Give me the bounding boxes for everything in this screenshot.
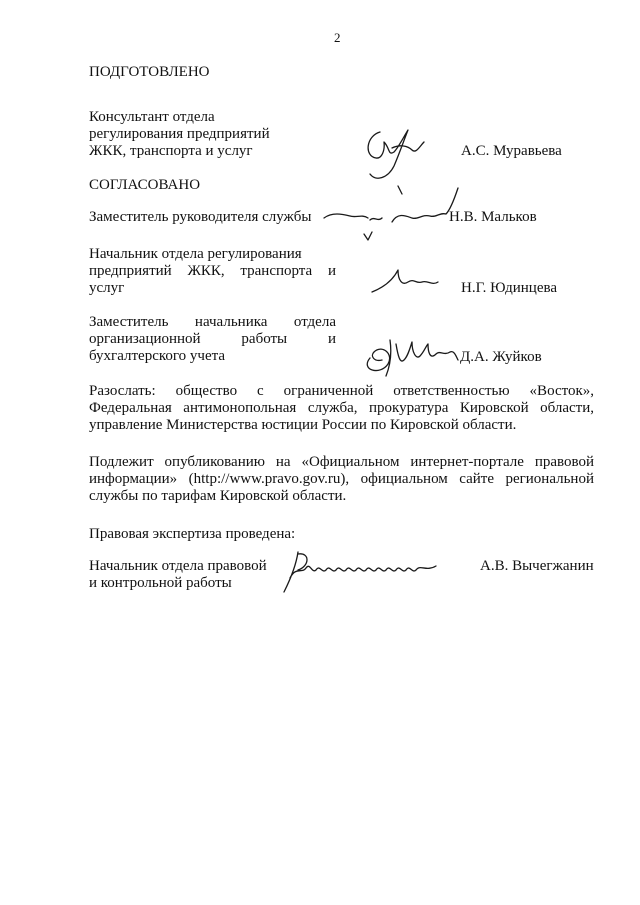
signatory-1-position: Заместитель руководителя службы xyxy=(89,209,312,225)
signature-zhuikov xyxy=(360,330,460,380)
word: организационной xyxy=(89,331,201,347)
signatory-1-name: Н.В. Мальков xyxy=(449,209,537,225)
prepared-name: А.С. Муравьева xyxy=(461,143,562,159)
signatory-3-position xyxy=(89,314,336,365)
legal-review-position-line: Начальник отдела правовой xyxy=(89,558,267,574)
signatory-3-position-line: бухгалтерского учета xyxy=(89,348,226,364)
legal-review-position xyxy=(89,558,267,592)
agreed-heading: СОГЛАСОВАНО xyxy=(89,177,201,193)
word: ЖКК, xyxy=(187,263,225,279)
legal-review-name: А.В. Вычегжанин xyxy=(480,558,594,574)
prepared-position-line: ЖКК, транспорта и услуг xyxy=(89,143,253,159)
word: начальника xyxy=(194,314,268,330)
signatory-2-position xyxy=(89,246,336,297)
prepared-position xyxy=(89,109,270,160)
signatory-2-name: Н.Г. Юдинцева xyxy=(461,280,558,296)
signatory-2-position-line xyxy=(89,263,336,280)
word: и xyxy=(327,331,336,347)
word: отдела xyxy=(293,314,336,330)
distribution-list: Разослать: общество с ограниченной ответственностью «Восток», Федеральная антимонопольная служба, прокуратура Кировской области, управление Министерства юстиции России по Кировской области. xyxy=(89,383,594,433)
signatory-2-position-line: услуг xyxy=(89,280,125,296)
publication-note: Подлежит опубликованию на «Официальном интернет-портале правовой информации» (http://www.pravo.gov.ru), официальном сайте региональной службы по тарифам Кировской области. xyxy=(89,454,594,504)
word: и xyxy=(327,263,336,279)
page-number: 2 xyxy=(334,30,341,45)
prepared-heading: ПОДГОТОВЛЕНО xyxy=(89,64,210,80)
signatory-3-position-line xyxy=(89,331,336,348)
signature-yudintseva xyxy=(368,262,448,298)
word: предприятий xyxy=(89,263,172,279)
legal-review-position-line: и контрольной работы xyxy=(89,575,232,591)
signatory-3-name: Д.А. Жуйков xyxy=(460,349,542,365)
signatory-2-position-line: Начальник отдела регулирования xyxy=(89,246,302,262)
signatory-3-position-line xyxy=(89,314,336,331)
legal-review-statement: Правовая экспертиза проведена: xyxy=(89,526,296,542)
prepared-position-line: регулирования предприятий xyxy=(89,126,270,142)
prepared-position-line: Консультант отдела xyxy=(89,109,215,125)
signature-vychegzhanin xyxy=(276,548,446,598)
word: Заместитель xyxy=(89,314,169,330)
word: работы xyxy=(241,331,288,347)
word: транспорта xyxy=(240,263,313,279)
